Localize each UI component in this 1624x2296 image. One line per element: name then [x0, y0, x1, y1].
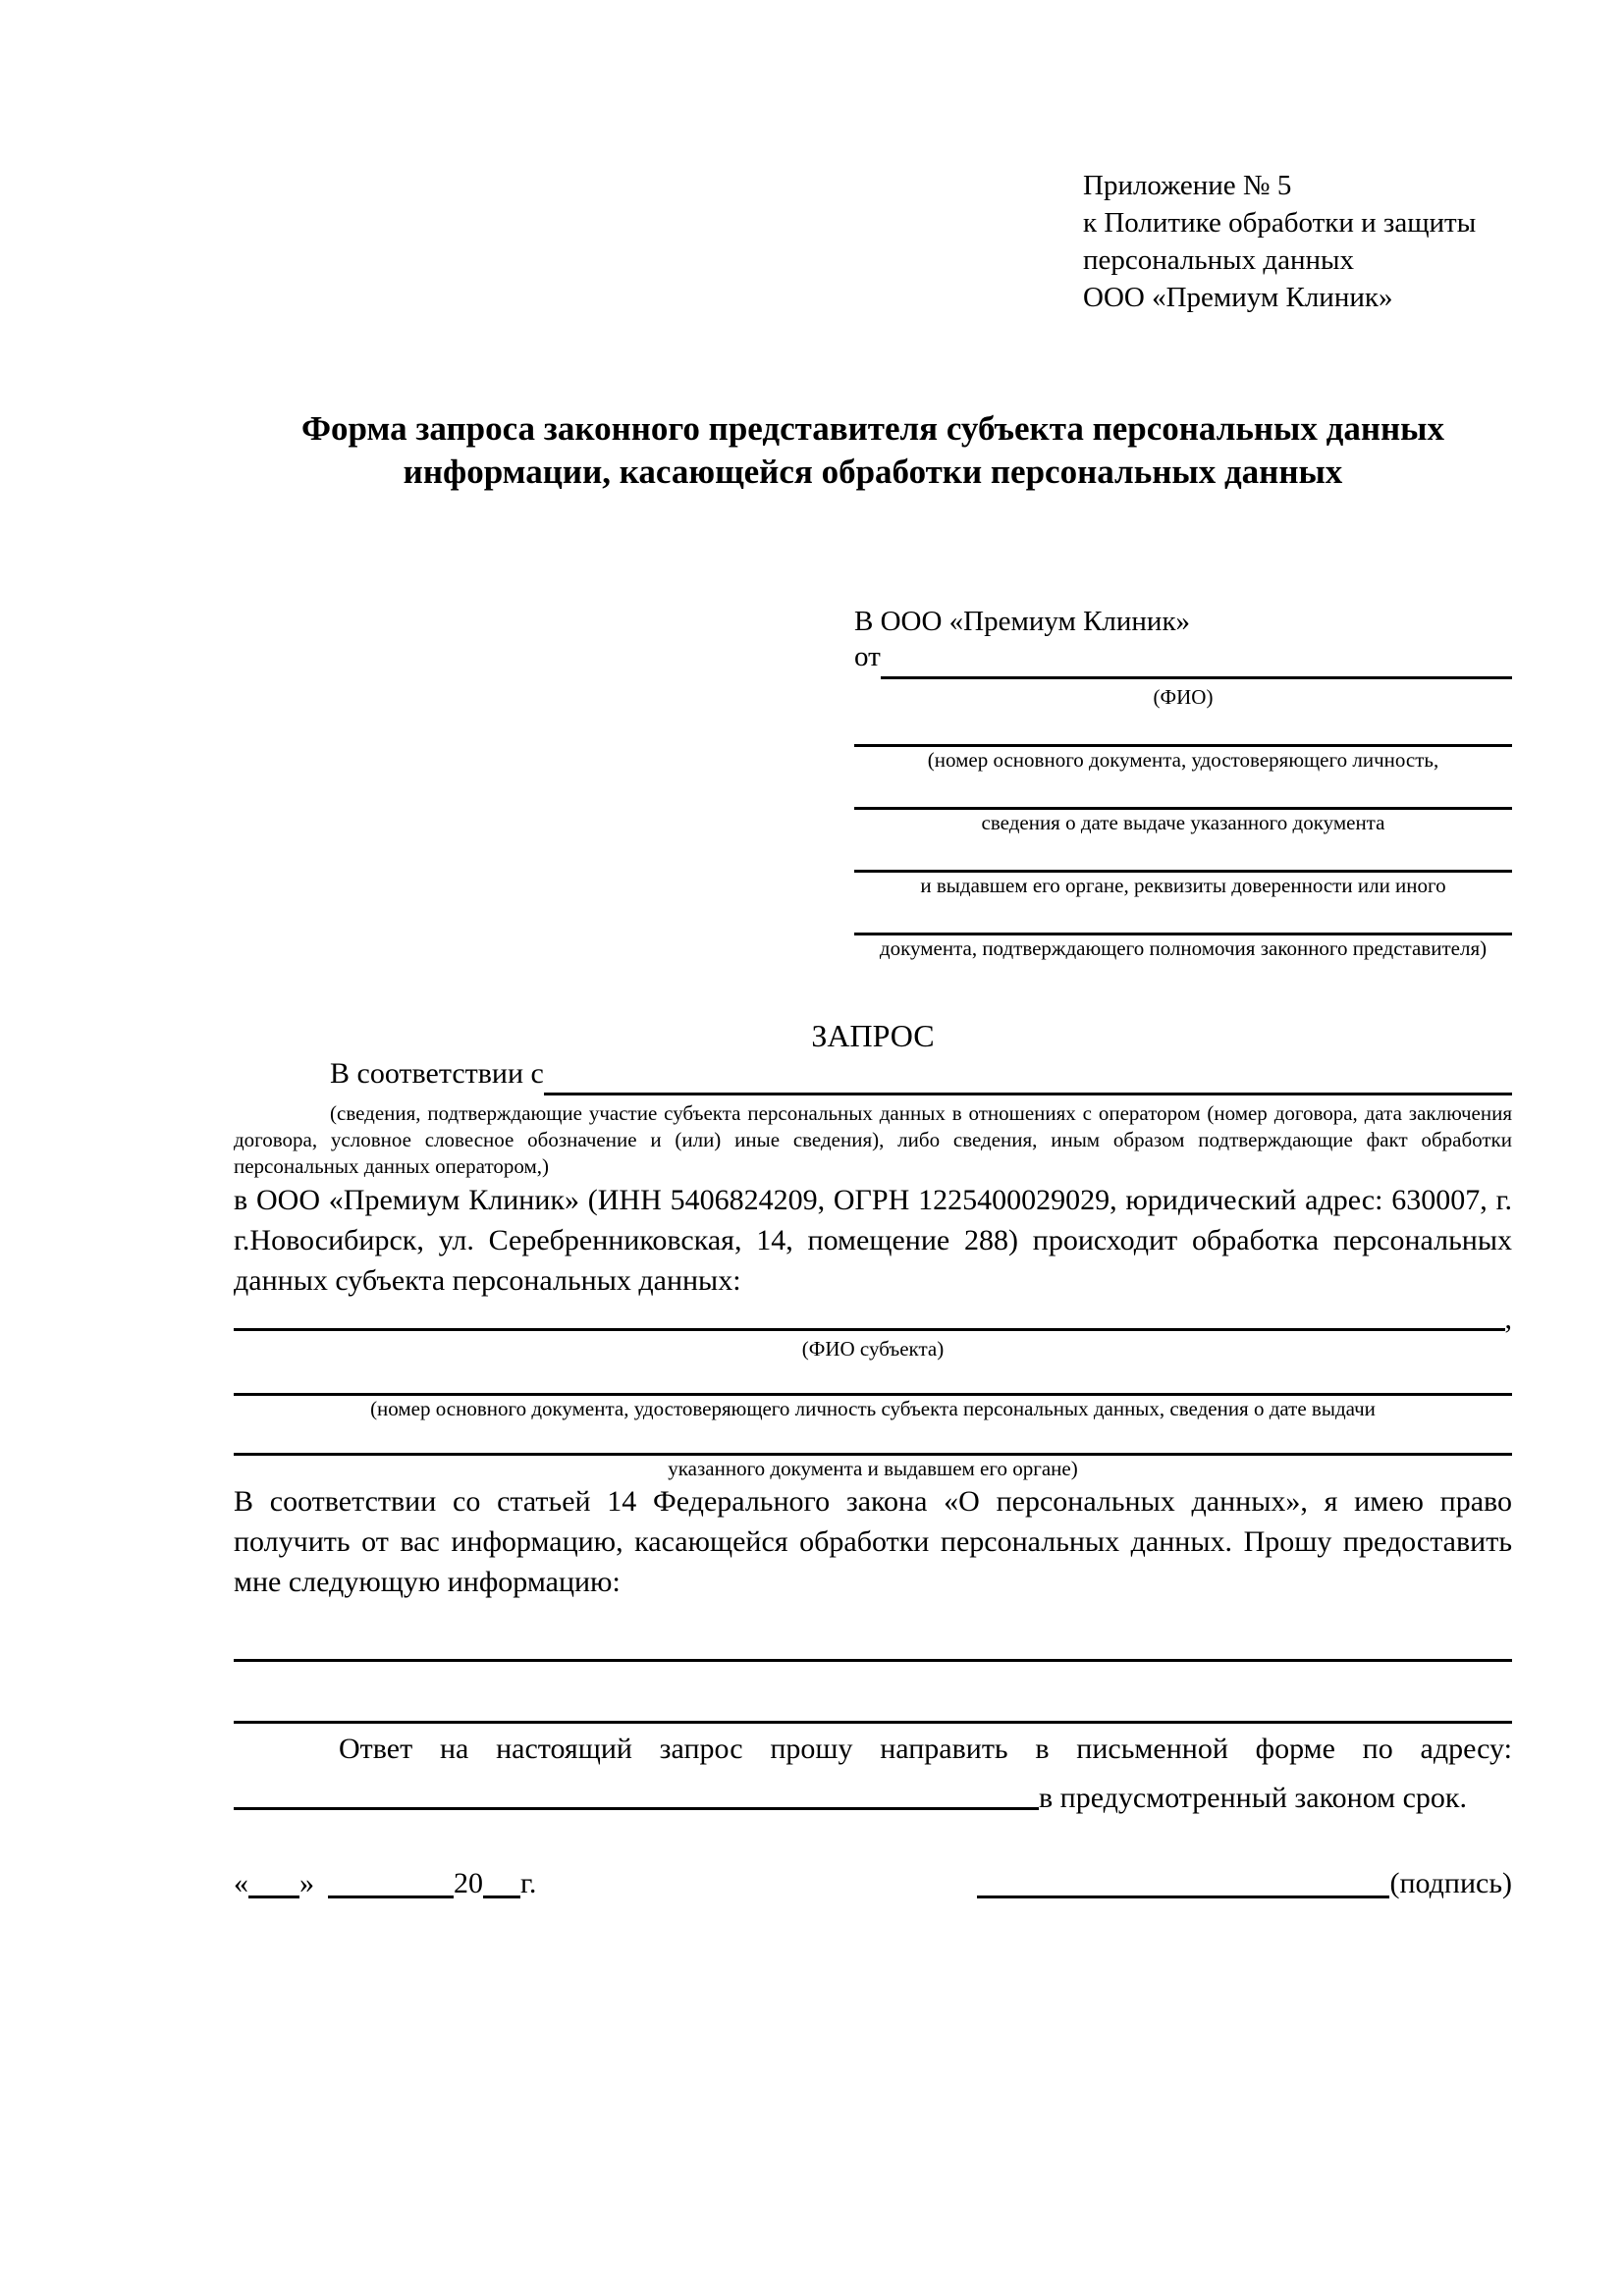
from-row: [854, 641, 1512, 684]
footer-row: [234, 1864, 1512, 1903]
appendix-line: Приложение № 5: [1083, 170, 1292, 201]
accordance-label: В соответствии с: [330, 1057, 544, 1090]
request-heading: ЗАПРОС: [811, 1018, 935, 1053]
accordance-row: [234, 1057, 1512, 1100]
representative-doc-caption-3: и выдавшем его органе, реквизиты доверенности или иного: [920, 874, 1446, 897]
subject-fio-row: [234, 1301, 1512, 1336]
representative-doc-caption-2: сведения о дате выдаче указанного документа: [981, 811, 1385, 834]
subject-fio-comma: ,: [1504, 1303, 1512, 1335]
representative-doc-field-2[interactable]: [854, 773, 1512, 810]
subject-doc-caption-1: (номер основного документа, удостоверяющего личность субъекта персональных данных, сведения о дате выдачи: [370, 1397, 1376, 1420]
subject-fio-caption: (ФИО субъекта): [801, 1337, 945, 1361]
quote-close: »: [299, 1867, 314, 1899]
operator-paragraph: в ООО «Премиум Клиник» (ИНН 5406824209, ОГРН 1225400029029, юридический адрес: 630007, г. г.Новосибирск, ул. Серебренниковская, 14, помещение 288) происходит обработка персональных данных субъекта персональных данных:: [234, 1184, 1512, 1297]
answer-sentence: Ответ на настоящий запрос прошу направить в письменной форме по адресу:: [339, 1733, 1512, 1765]
representative-doc-caption-1: (номер основного документа, удостоверяющего личность,: [927, 748, 1439, 772]
day-field[interactable]: [248, 1896, 299, 1898]
month-field[interactable]: [328, 1896, 454, 1898]
page-title-line-1: Форма запроса законного представителя субъекта персональных данных: [301, 409, 1444, 448]
basis-field[interactable]: [544, 1093, 1512, 1095]
from-label: от: [854, 641, 881, 672]
basis-caption: (сведения, подтверждающие участие субъекта персональных данных в отношениях с оператором (номер договора, дата заключения договора, условное словесное обозначение и (или) иные сведения), либо сведения, иным образом подтверждающие факт обработки персональных данных оператором,): [234, 1101, 1512, 1178]
subject-doc-caption-2: указанного документа и выдавшем его органе): [668, 1457, 1078, 1480]
quote-open: «: [234, 1867, 248, 1899]
fio-caption: (ФИО): [1153, 685, 1214, 709]
signature-group: [977, 1864, 1512, 1903]
date-group: [234, 1864, 536, 1903]
answer-tail-text: в предусмотренный законом срок.: [1039, 1782, 1467, 1814]
representative-doc-field-1[interactable]: [854, 710, 1512, 747]
year-prefix: 20: [454, 1867, 483, 1899]
address-field[interactable]: [234, 1807, 1039, 1810]
answer-address-row: [234, 1770, 1512, 1815]
addressee-org: В ООО «Премиум Клиник»: [854, 606, 1191, 637]
representative-fio-field[interactable]: [881, 676, 1512, 679]
subject-doc-field-1[interactable]: [234, 1362, 1512, 1396]
addressee-block: [854, 602, 1512, 961]
representative-doc-field-4[interactable]: [854, 898, 1512, 935]
signature-caption: (подпись): [1389, 1867, 1512, 1899]
representative-doc-field-3[interactable]: [854, 835, 1512, 873]
year-field[interactable]: [483, 1896, 520, 1898]
law-paragraph: В соответствии со статьей 14 Федерального закона «О персональных данных», я имею право получить от вас информацию, касающейся обработки персональных данных. Прошу предоставить мне следующую информацию:: [234, 1485, 1512, 1598]
year-suffix: г.: [520, 1867, 537, 1899]
appendix-line: персональных данных: [1083, 244, 1355, 276]
requested-info-field-1[interactable]: [234, 1626, 1512, 1662]
page-title: [234, 407, 1512, 494]
appendix-line: к Политике обработки и защиты: [1083, 207, 1477, 239]
subject-fio-field[interactable]: [234, 1328, 1505, 1331]
subject-doc-field-2[interactable]: [234, 1421, 1512, 1456]
page-title-line-2: информации, касающейся обработки персональных данных: [403, 453, 1343, 491]
appendix-line: ООО «Премиум Клиник»: [1083, 282, 1393, 313]
signature-field[interactable]: [977, 1896, 1389, 1898]
representative-doc-caption-4: документа, подтверждающего полномочия законного представителя): [879, 936, 1488, 960]
requested-info-field-2[interactable]: [234, 1687, 1512, 1724]
appendix-header: [1083, 0, 1512, 316]
